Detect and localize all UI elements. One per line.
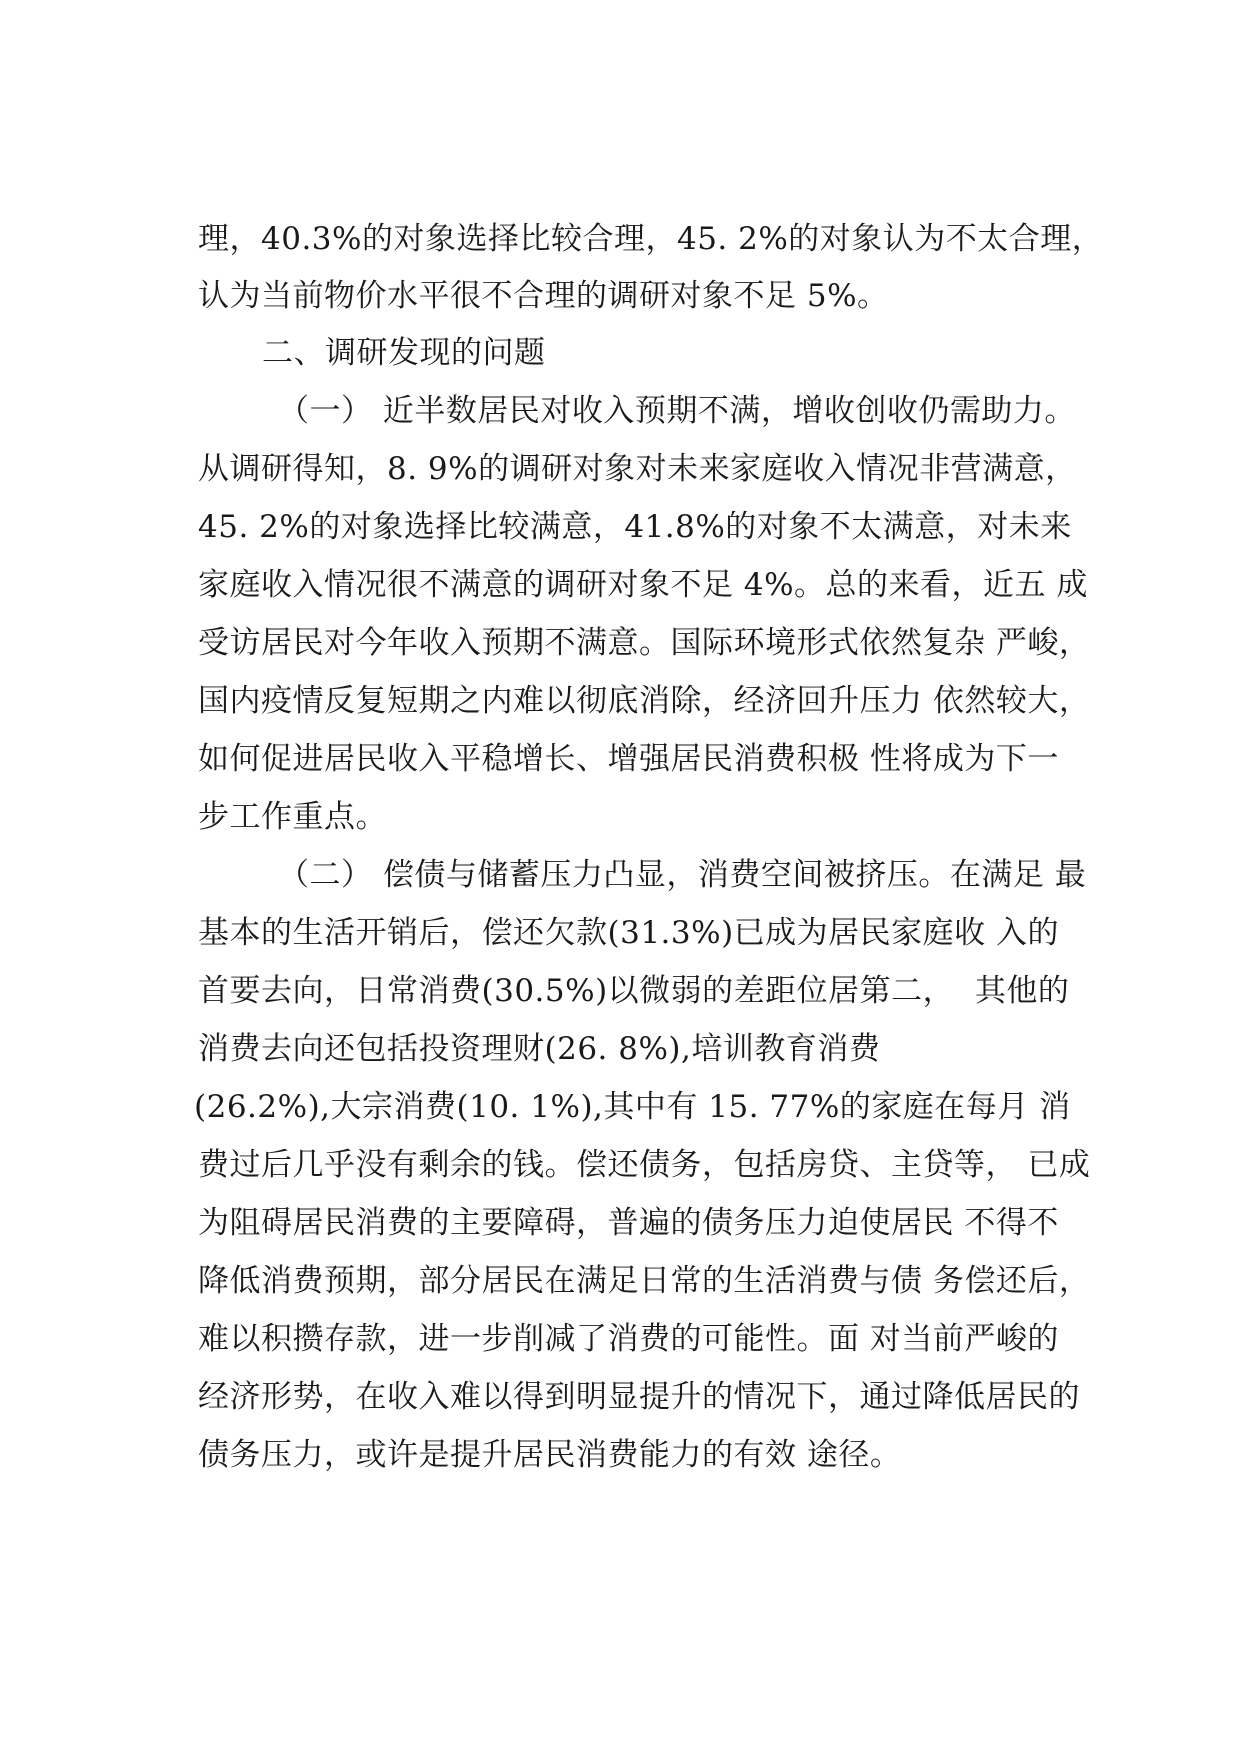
text-line: 步工作重点。 [198, 799, 387, 835]
text-line: 家庭收入情况很不满意的调研对象不足 4%。总的来看，近五 成 [198, 567, 1088, 603]
text-line: 如何促进居民收入平稳增长、增强居民消费积极 性将成为下一 [198, 741, 1059, 777]
text-line: （一） 近半数居民对收入预期不满，增收创收仍需助力。 [278, 393, 1076, 429]
text-line: 45. 2%的对象选择比较满意，41.8%的对象不太满意，对未来 [198, 509, 1072, 545]
text-line: 从调研得知，8. 9%的调研对象对未来家庭收入情况非营满意， [198, 451, 1077, 487]
text-line: 消费去向还包括投资理财(26. 8%),培训教育消费 [198, 1031, 881, 1067]
text-line: 基本的生活开销后，偿还欠款(31.3%)已成为居民家庭收 入的 [198, 915, 1060, 951]
text-line: 难以积攒存款，进一步削减了消费的可能性。面 对当前严峻的 [198, 1321, 1059, 1357]
section-heading: 二、调研发现的问题 [262, 335, 546, 371]
text-line: 首要去向，日常消费(30.5%)以微弱的差距位居第二， 其他的 [198, 973, 1070, 1009]
text-line: 降低消费预期，部分居民在满足日常的生活消费与债 务偿还后， [198, 1263, 1091, 1299]
text-line: 理，40.3%的对象选择比较合理，45. 2%的对象认为不太合理， [198, 221, 1104, 257]
text-line: (26.2%),大宗消费(10. 1%),其中有 15. 77%的家庭在每月 消 [194, 1089, 1071, 1125]
text-line: 费过后几乎没有剩余的钱。偿还债务，包括房贷、主贷等， 已成 [198, 1147, 1091, 1183]
text-line: 认为当前物价水平很不合理的调研对象不足 5%。 [198, 278, 889, 314]
text-line: 国内疫情反复短期之内难以彻底消除，经济回升压力 依然较大， [198, 683, 1091, 719]
text-line: 经济形势，在收入难以得到明显提升的情况下，通过降低居民的 [198, 1379, 1080, 1415]
text-line: （二） 偿债与储蓄压力凸显，消费空间被挤压。在满足 最 [278, 857, 1087, 893]
text-line: 债务压力，或许是提升居民消费能力的有效 途径。 [198, 1437, 902, 1473]
text-line: 为阻碍居民消费的主要障碍，普遍的债务压力迫使居民 不得不 [198, 1205, 1059, 1241]
text-line: 受访居民对今年收入预期不满意。国际环境形式依然复杂 严峻， [198, 625, 1091, 661]
